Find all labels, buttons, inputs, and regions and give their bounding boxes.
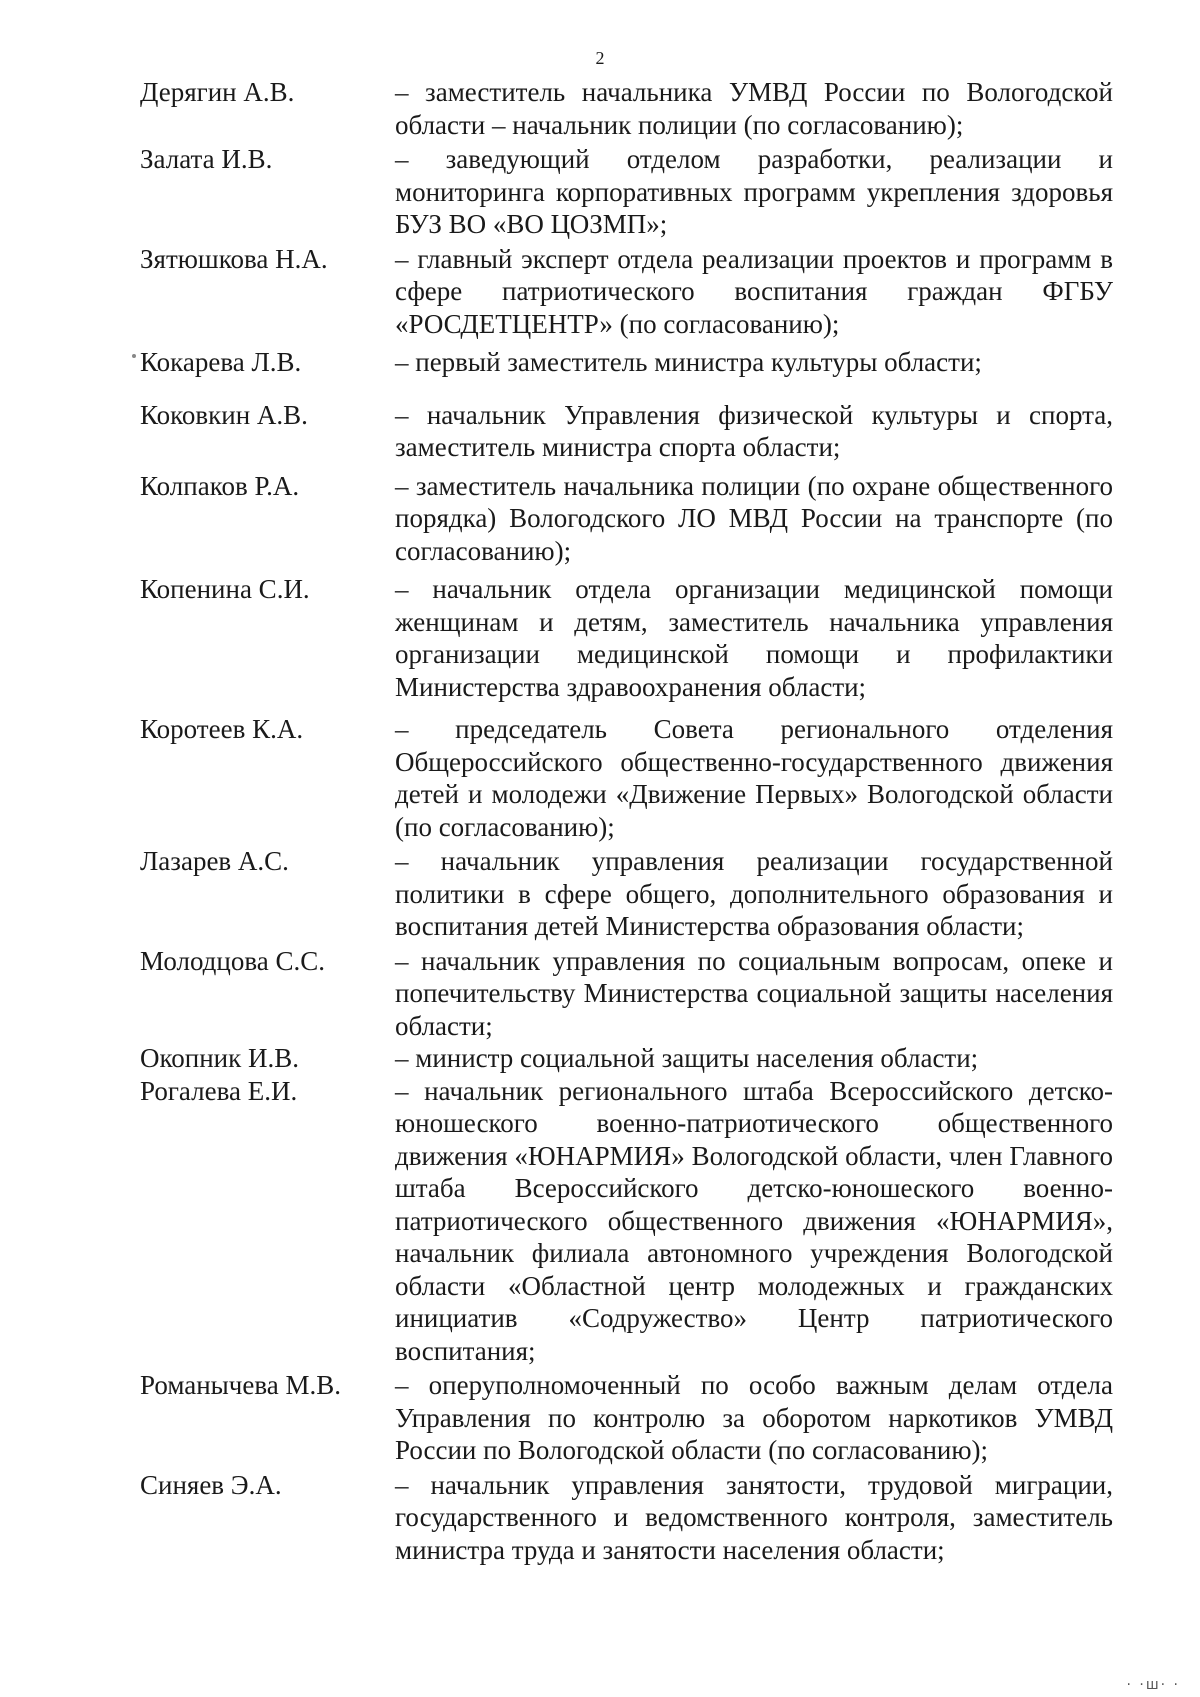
list-item	[0, 845, 1200, 943]
page-number: 2	[595, 48, 605, 68]
scan-mark	[132, 354, 136, 358]
list-item	[0, 470, 1200, 568]
member-name: Дерягин А.В.	[140, 77, 295, 107]
scan-edge-mark: · ·ш· ·	[1126, 1677, 1180, 1693]
member-name: Романычева М.В.	[140, 1370, 342, 1400]
member-name: Зятюшкова Н.А.	[140, 243, 328, 274]
member-name: Залата И.В.	[140, 144, 273, 174]
member-role: – начальник управления реализации государственной политики в сфере общего, дополнительного образования и воспитания детей Министерства образования области;	[395, 846, 1113, 941]
list-item	[0, 573, 1200, 703]
member-name: Синяев Э.А.	[140, 1469, 282, 1500]
member-name: Рогалева Е.И.	[140, 1075, 298, 1106]
member-role: – начальник отдела организации медицинской помощи женщинам и детям, заместитель начальника управления организации медицинской помощи и профилактики Министерства здравоохранения области;	[395, 574, 1113, 702]
list-item	[0, 76, 1200, 141]
list-item	[0, 243, 1200, 341]
member-list	[0, 76, 1200, 1566]
member-role: – заместитель начальника полиции (по охране общественного порядка) Вологодского ЛО МВД России на транспорте (по согласованию);	[395, 470, 1113, 566]
member-name: Лазарев А.С.	[140, 846, 289, 876]
list-item	[0, 945, 1200, 1043]
list-item	[0, 1369, 1200, 1467]
list-item	[0, 713, 1200, 843]
list-item	[0, 346, 1200, 379]
list-item	[0, 143, 1200, 241]
member-role: – начальник управления занятости, трудовой миграции, государственного и ведомственного контроля, заместитель министра труда и занятости населения области;	[395, 1469, 1113, 1565]
list-item	[0, 1075, 1200, 1368]
member-role: – первый заместитель министра культуры области;	[395, 347, 982, 377]
member-name: Молодцова С.С.	[140, 945, 326, 976]
list-item	[0, 399, 1200, 464]
member-name: Кокарева Л.В.	[140, 347, 302, 377]
member-role: – заместитель начальника УМВД России по Вологодской области – начальник полиции (по согласованию);	[395, 77, 1113, 140]
member-name: Коротеев К.А.	[140, 714, 304, 744]
member-role: – председатель Совета регионального отделения Общероссийского общественно-государственного движения детей и молодежи «Движение Первых» Вологодской области (по согласованию);	[395, 714, 1113, 842]
member-role: – начальник Управления физической культуры и спорта, заместитель министра спорта области;	[395, 399, 1113, 462]
member-name: Колпаков Р.А.	[140, 470, 300, 501]
member-role: – главный эксперт отдела реализации проектов и программ в сфере патриотического воспитания граждан ФГБУ «РОСДЕТЦЕНТР» (по согласованию);	[395, 243, 1113, 339]
member-role: – начальник управления по социальным вопросам, опеке и попечительству Министерства социальной защиты населения области;	[395, 945, 1113, 1041]
member-role: – министр социальной защиты населения области;	[395, 1043, 979, 1073]
list-item	[0, 1469, 1200, 1567]
member-role: – оперуполномоченный по особо важным делам отдела Управления по контролю за оборотом наркотиков УМВД России по Вологодской области (по согласованию);	[395, 1370, 1113, 1465]
member-role: – начальник регионального штаба Всероссийского детско-юношеского военно-патриотического общественного движения «ЮНАРМИЯ» Вологодской области, член Главного штаба Всероссийского детско-юношеского военно-патриотического общественного движения «ЮНАРМИЯ», начальник филиала автономного учреждения Вологодской области «Областной центр молодежных и гражданских инициатив «Содружество» Центр патриотического воспитания;	[395, 1075, 1113, 1366]
member-name: Окопник И.В.	[140, 1043, 299, 1073]
list-item	[0, 1042, 1200, 1075]
member-name: Копенина С.И.	[140, 574, 310, 604]
member-name: Коковкин А.В.	[140, 399, 308, 430]
member-role: – заведующий отделом разработки, реализации и мониторинга корпоративных программ укрепления здоровья БУЗ ВО «ВО ЦОЗМП»;	[395, 144, 1113, 239]
